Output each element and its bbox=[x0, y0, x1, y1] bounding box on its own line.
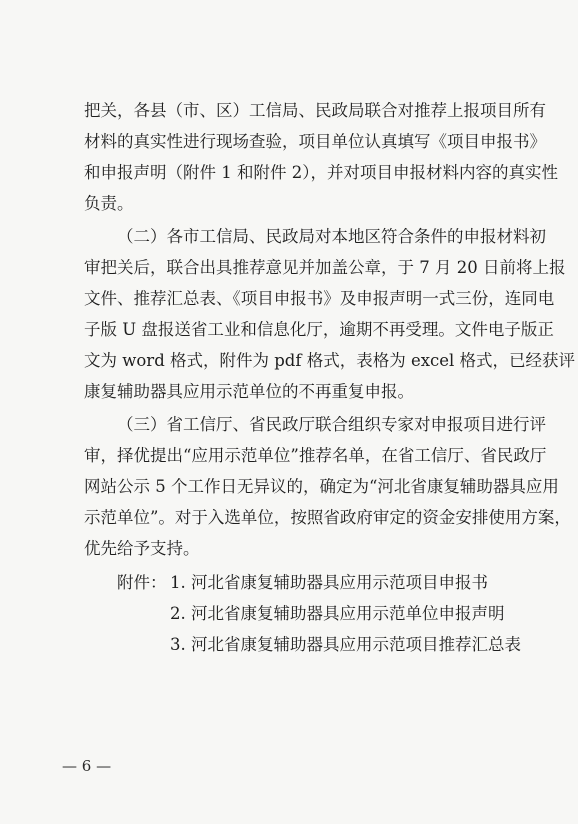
p2-line-5: 文为 word 格式，附件为 pdf 格式，表格为 excel 格式，已经获评 bbox=[84, 351, 576, 370]
p1-line-1: 把关，各县（市、区）工信局、民政局联合对推荐上报项目所有 bbox=[84, 101, 546, 120]
p2-line-1: （二）各市工信局、民政局对本地区符合条件的申报材料初 bbox=[117, 227, 546, 246]
p2-line-6: 康复辅助器具应用示范单位的不再重复申报。 bbox=[84, 382, 414, 401]
attachment-item-3: 3. 河北省康复辅助器具应用示范项目推荐汇总表 bbox=[170, 635, 521, 654]
p1-line-3: 和申报声明（附件 1 和附件 2），并对项目申报材料内容的真实性 bbox=[84, 163, 558, 182]
p3-line-2: 审，择优提出“应用示范单位”推荐名单，在省工信厅、省民政厅 bbox=[84, 446, 547, 465]
p1-line-2: 材料的真实性进行现场查验，项目单位认真填写《项目申报书》 bbox=[84, 132, 546, 151]
attachment-item-1: 1. 河北省康复辅助器具应用示范项目申报书 bbox=[170, 573, 488, 592]
p3-line-4: 示范单位”。对于入选单位，按照省政府审定的资金安排使用方案， bbox=[84, 508, 571, 527]
p3-line-3: 网站公示 5 个工作日无异议的，确定为“河北省康复辅助器具应用 bbox=[84, 477, 559, 496]
p3-line-5: 优先给予支持。 bbox=[84, 539, 200, 558]
page-number: — 6 — bbox=[62, 757, 112, 775]
attachments-label: 附件： bbox=[117, 573, 167, 592]
p1-line-4: 负责。 bbox=[84, 194, 134, 213]
p2-line-4: 子版 U 盘报送省工业和信息化厅，逾期不再受理。文件电子版正 bbox=[84, 320, 554, 339]
p2-line-2: 审把关后，联合出具推荐意见并加盖公章，于 7 月 20 日前将上报 bbox=[84, 258, 566, 277]
p3-line-1: （三）省工信厅、省民政厅联合组织专家对申报项目进行评 bbox=[117, 415, 546, 434]
p2-line-3: 文件、推荐汇总表、《项目申报书》及申报声明一式三份，连同电 bbox=[84, 289, 555, 308]
attachment-item-2: 2. 河北省康复辅助器具应用示范单位申报声明 bbox=[170, 604, 505, 623]
